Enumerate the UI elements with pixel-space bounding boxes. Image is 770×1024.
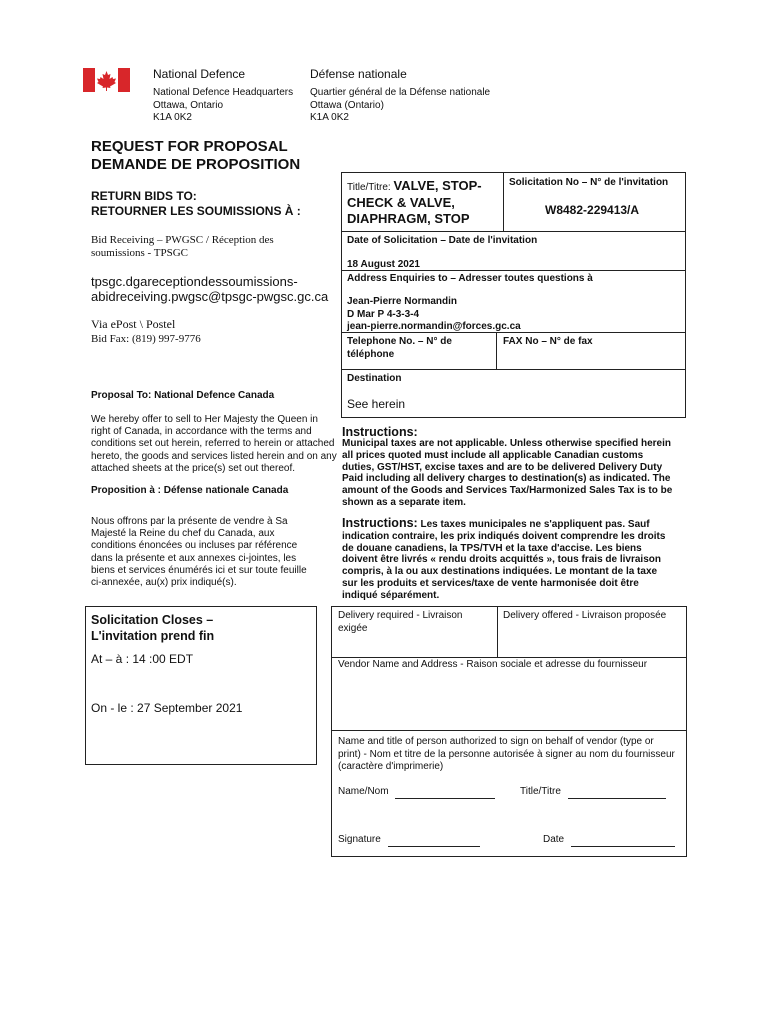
- title-line[interactable]: [568, 785, 666, 799]
- divider: [503, 172, 504, 231]
- instructions-line: amount of the Goods and Services Tax/Harmonized Sales Tax is to be: [342, 485, 673, 497]
- bid-email[interactable]: [91, 274, 328, 304]
- vendor-name-field[interactable]: Vendor Name and Address - Raison sociale et adresse du fournisseur: [338, 659, 648, 670]
- bid-receiving-unit: [91, 234, 274, 260]
- delivery-offered-field[interactable]: Delivery offered - Livraison proposée: [503, 610, 667, 621]
- address-line: Ottawa, Ontario: [153, 99, 224, 111]
- instructions-line: de douane canadiens, la TPS/TVH et la taxe d'accise. Les biens: [342, 542, 642, 554]
- enquiries-label: Address Enquiries to – Adresser toutes questions à: [347, 273, 593, 284]
- closing-date: On - le : 27 September 2021: [91, 701, 243, 715]
- authorized-person-label: [338, 736, 675, 774]
- instructions-line: shown as a separate item.: [342, 496, 466, 508]
- closing-title: [91, 612, 214, 644]
- unit-line: Bid Receiving – PWGSC / Réception des: [91, 234, 274, 246]
- instructions-line: sur les produits et services/taxe de vente harmonisée doit être: [342, 577, 639, 589]
- delivery-required-field[interactable]: [338, 610, 463, 635]
- proposal-line: conditions set out herein, referred to herein or attached: [91, 438, 335, 450]
- title-label: Title/Titre:: [347, 182, 394, 193]
- name-line[interactable]: [395, 785, 495, 799]
- instructions-line: duties, GST/HST, excise taxes and are to be delivered Delivery Duty: [342, 461, 663, 473]
- title-value: CHECK & VALVE,: [347, 194, 455, 210]
- instructions-line: Les taxes municipales ne s'appliquent pas. Sauf: [417, 519, 650, 530]
- divider: [341, 231, 686, 232]
- signature-field[interactable]: [338, 833, 480, 847]
- return-bids-heading: [91, 189, 301, 219]
- via-epost: Via ePost \ Postel: [91, 317, 176, 331]
- instructions-body-en: [342, 438, 672, 509]
- proposal-line: right of Canada, in accordance with the terms and: [91, 426, 312, 438]
- proposal-line: We hereby offer to sell to Her Majesty the Queen in: [91, 414, 318, 425]
- document-title: [91, 138, 300, 174]
- proposal-body-fr: [91, 516, 307, 589]
- closing-title-fr: L'invitation prend fin: [91, 629, 215, 643]
- vendor-box: [331, 606, 687, 857]
- address-fr: [310, 87, 490, 125]
- solicitation-no-label: Solicitation No – N° de l'invitation: [509, 177, 669, 188]
- authorized-line: Name and title of person authorized to sign on behalf of vendor (type or: [338, 736, 654, 747]
- address-en: [153, 87, 293, 125]
- fax-label: FAX No – N° de fax: [503, 336, 593, 347]
- return-bids-en: RETURN BIDS TO:: [91, 189, 197, 203]
- address-line: Quartier général de la Défense nationale: [310, 87, 491, 98]
- divider: [341, 369, 686, 370]
- proposal-line: biens et services énumérés ici et sur toute feuille: [91, 564, 307, 576]
- bid-fax: Bid Fax: (819) 997-9776: [91, 333, 201, 345]
- instructions-line: indication contraire, les prix indiqués doivent comprendre les droits: [342, 530, 666, 542]
- proposal-body-en: [91, 414, 337, 475]
- proposal-line: Nous offrons par la présente de vendre à Sa: [91, 516, 288, 527]
- solicitation-no-value: W8482-229413/A: [545, 203, 640, 217]
- title-label: Title/Titre: [520, 786, 561, 797]
- proposal-line: dans la présente et aux annexes ci-jointes, les: [91, 552, 297, 564]
- telephone-label-line: Telephone No. – N° de: [347, 336, 452, 347]
- destination-value: See herein: [347, 397, 406, 411]
- instructions-line: Paid including all delivery charges to destination(s) as indicated. The: [342, 473, 671, 485]
- unit-line: soumissions - TPSGC: [91, 247, 188, 259]
- solicitation-date-label: Date of Solicitation – Date de l'invitation: [347, 235, 538, 246]
- signature-line[interactable]: [388, 833, 480, 847]
- instructions-line: Municipal taxes are not applicable. Unless otherwise specified herein: [342, 438, 671, 449]
- department-name-en: National Defence: [153, 67, 246, 81]
- instructions-heading-en: Instructions:: [342, 425, 418, 439]
- return-bids-fr: RETOURNER LES SOUMISSIONS À :: [91, 204, 301, 218]
- proposal-line: attached sheets at the price(s) set out thereof.: [91, 462, 296, 474]
- email-line: tpsgc.dgareceptiondessoumissions-: [91, 274, 298, 289]
- closing-time: At – à : 14 :00 EDT: [91, 652, 194, 666]
- solicitation-date-value: 18 August 2021: [347, 259, 420, 270]
- authorized-line: print) - Nom et titre de la personne autorisée à signer au nom du fournisseur: [338, 748, 675, 760]
- proposal-to-en: Proposal To: National Defence Canada: [91, 390, 275, 401]
- telephone-label: [347, 336, 452, 361]
- department-name-fr: Défense nationale: [310, 67, 407, 81]
- proposal-line: conditions énoncées ou incluses par référence: [91, 540, 298, 552]
- date-label: Date: [543, 834, 565, 845]
- proposal-to-fr: Proposition à : Défense nationale Canada: [91, 485, 289, 496]
- closing-title-en: Solicitation Closes –: [91, 613, 214, 627]
- delivery-required-label: exigée: [338, 622, 368, 634]
- proposal-line: Majesté la Reine du chef du Canada, aux: [91, 528, 275, 540]
- instructions-line: all prices quoted must include all applicable Canadian customs: [342, 449, 644, 461]
- name-label: Name/Nom: [338, 786, 389, 797]
- address-line: National Defence Headquarters: [153, 87, 294, 98]
- proposal-line: ci-annexée, au(x) prix indiqué(s).: [91, 577, 237, 589]
- instructions-line: doivent être livrés « rendu droits acquittés », tous frais de livraison: [342, 554, 661, 566]
- divider: [497, 606, 498, 657]
- divider: [331, 730, 687, 731]
- name-field[interactable]: [338, 785, 495, 799]
- title-field[interactable]: [520, 785, 666, 799]
- title-en: REQUEST FOR PROPOSAL: [91, 138, 288, 155]
- destination-label: Destination: [347, 373, 402, 384]
- contact-info: [347, 296, 521, 334]
- instructions-line: compris, à la ou aux destinations indiquées. Le montant de la taxe: [342, 566, 658, 578]
- instructions-heading-fr: Instructions:: [342, 516, 418, 530]
- address-line: K1A 0K2: [310, 112, 349, 123]
- email-line: abidreceiving.pwgsc@tpsgc-pwgsc.gc.ca: [91, 289, 329, 304]
- address-line: K1A 0K2: [153, 112, 192, 123]
- contact-name: Jean-Pierre Normandin: [347, 296, 458, 307]
- telephone-label-line: téléphone: [347, 348, 395, 360]
- solicitation-title: [347, 178, 482, 227]
- title-value: DIAPHRAGM, STOP: [347, 210, 470, 226]
- date-line[interactable]: [571, 833, 675, 847]
- instructions-body-fr: [342, 518, 665, 602]
- divider: [496, 332, 497, 369]
- date-field[interactable]: [543, 833, 675, 847]
- address-line: Ottawa (Ontario): [310, 99, 384, 111]
- signature-label: Signature: [338, 834, 381, 845]
- contact-email[interactable]: jean-pierre.normandin@forces.gc.ca: [347, 321, 521, 332]
- authorized-line: (caractère d'imprimerie): [338, 761, 444, 772]
- title-value: VALVE, STOP-: [393, 178, 482, 193]
- contact-office: D Mar P 4-3-3-4: [347, 308, 420, 320]
- proposal-line: hereto, the goods and services listed herein and on any: [91, 450, 337, 462]
- divider: [331, 657, 687, 658]
- canada-flag-icon: [83, 68, 130, 92]
- title-fr: DEMANDE DE PROPOSITION: [91, 156, 301, 173]
- delivery-required-label: Delivery required - Livraison: [338, 610, 463, 621]
- instructions-line: indiqué séparément.: [342, 589, 440, 601]
